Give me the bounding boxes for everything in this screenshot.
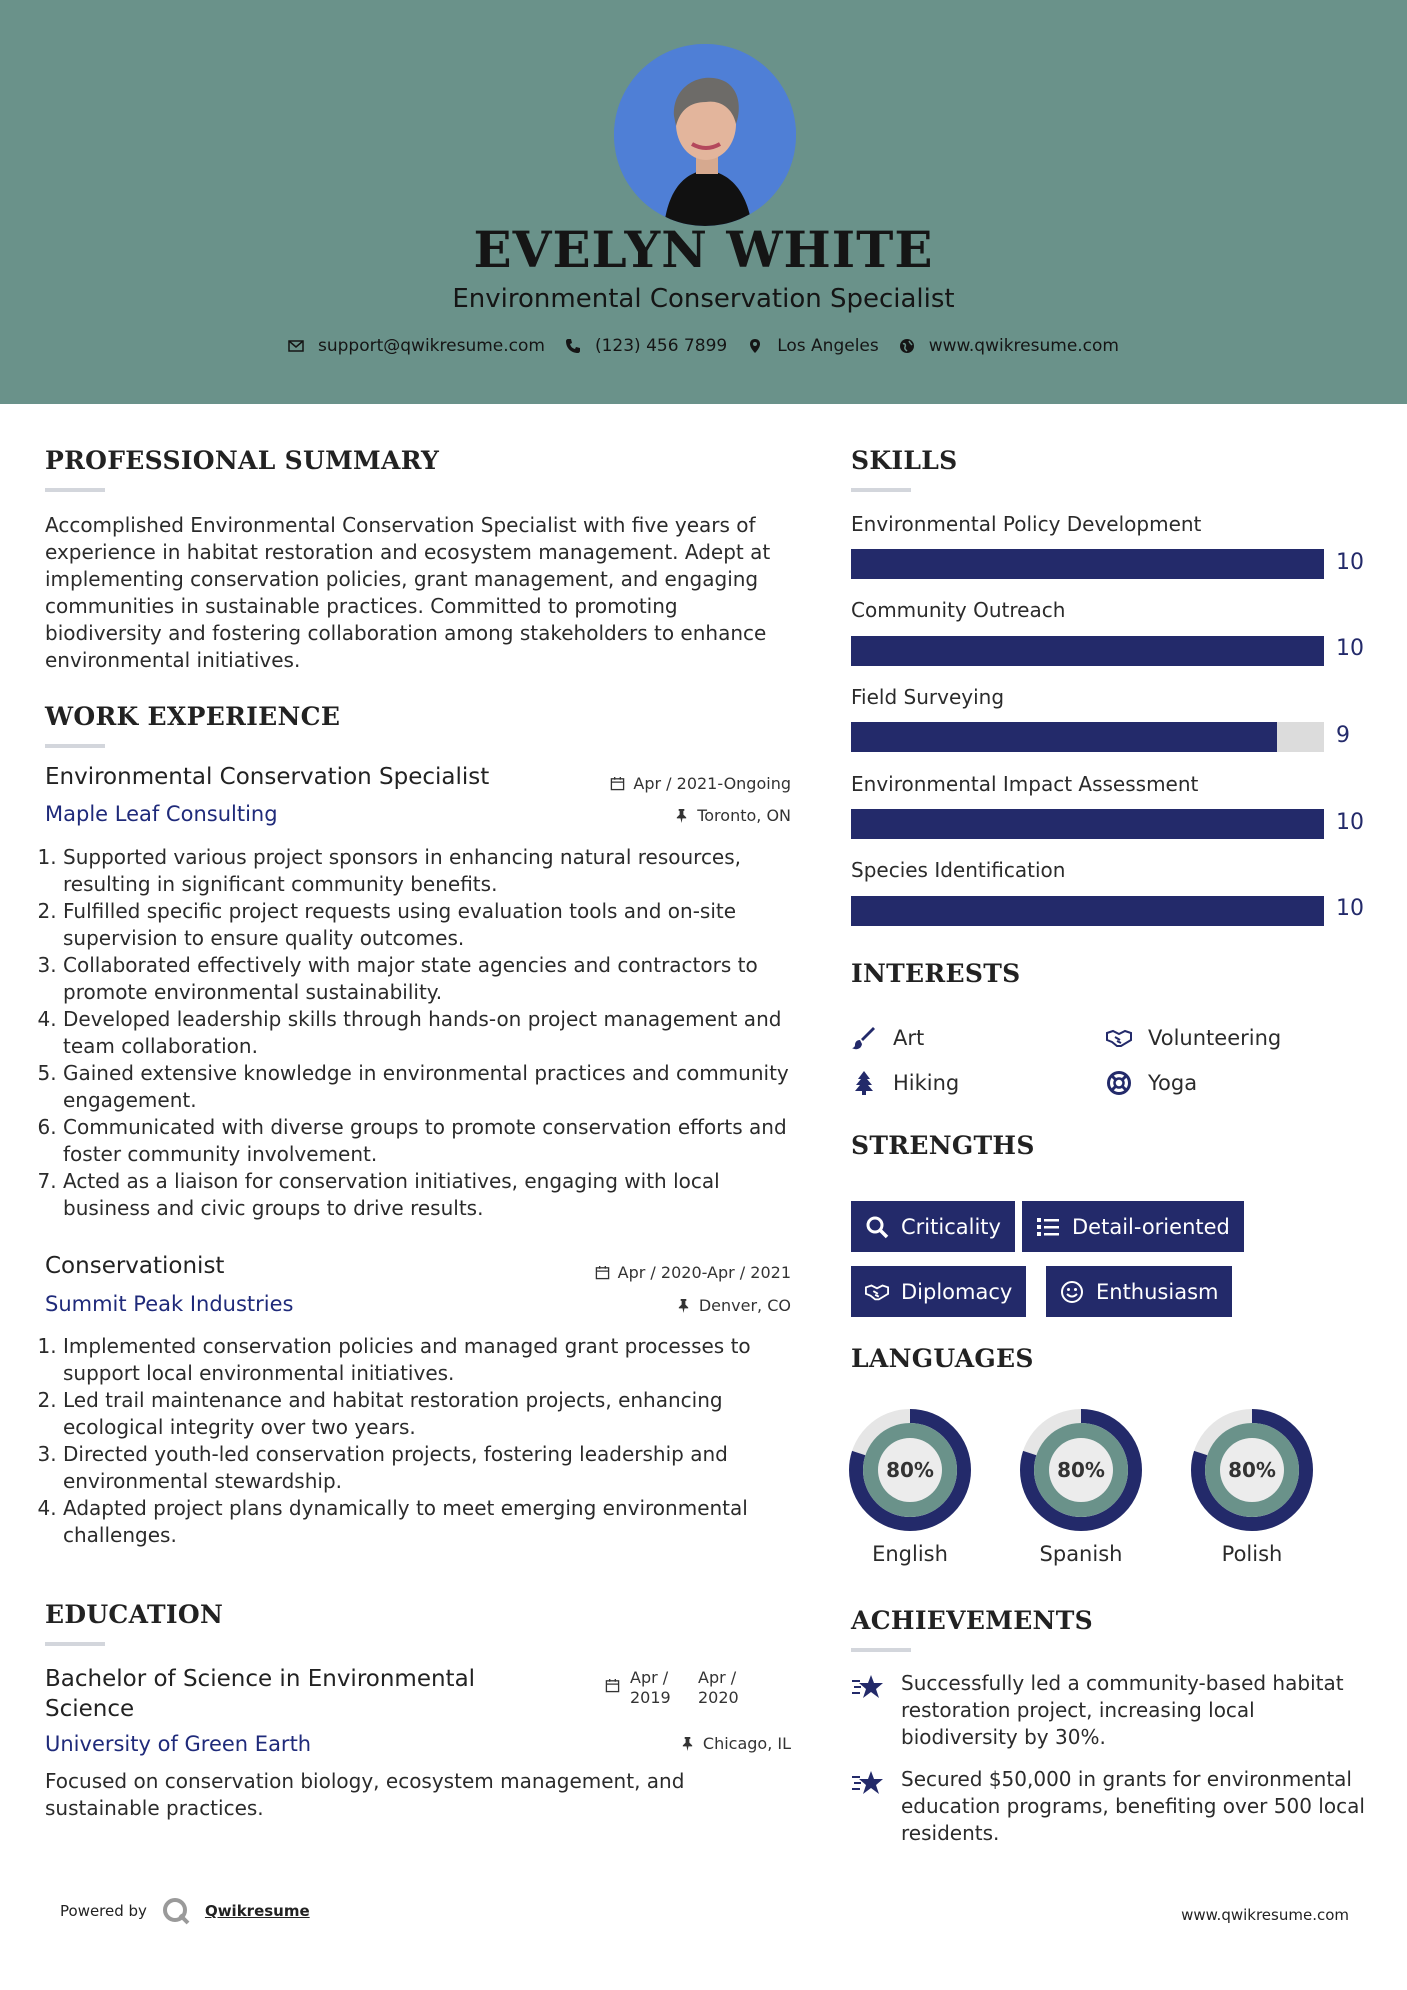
job-bullets: [45, 1333, 795, 1549]
job-title: Conservationist: [45, 1253, 225, 1279]
strength-label: Detail-oriented: [1072, 1214, 1230, 1239]
language-ring: [1019, 1408, 1143, 1532]
interest-label: Hiking: [893, 1071, 960, 1095]
skill-value: 10: [1336, 636, 1364, 661]
skill-name: Community Outreach: [851, 598, 1066, 622]
star-icon: [851, 1672, 885, 1702]
candidate-name: EVELYN WHITE: [473, 220, 934, 279]
job-dates-text: Apr / 2021-Ongoing: [633, 774, 791, 793]
job-dates: [560, 1263, 791, 1282]
interest-item: [851, 1025, 924, 1051]
achievement-item: [851, 1670, 1371, 1751]
education-start: Apr / 2019: [630, 1668, 671, 1707]
calendar-icon: [610, 776, 625, 791]
skill-bar-fill: [851, 809, 1324, 839]
interest-item: [1106, 1070, 1197, 1096]
language-item: [1190, 1408, 1314, 1566]
handshake-icon: [1106, 1025, 1132, 1051]
interest-label: Art: [893, 1026, 925, 1050]
education-description: Focused on conservation biology, ecosystem management, and sustainable practices.: [45, 1769, 685, 1820]
degree-title: Bachelor of Science in Environmental Science: [45, 1666, 476, 1722]
job-dates: [560, 774, 791, 793]
pushpin-icon: [676, 1298, 691, 1313]
skill-name: Environmental Impact Assessment: [851, 772, 1199, 796]
job-location-text: Toronto, ON: [697, 806, 791, 825]
skills-heading: SKILLS: [851, 446, 958, 475]
star-icon: [851, 1768, 885, 1798]
achievements-heading: ACHIEVEMENTS: [851, 1606, 1093, 1635]
interest-item: [851, 1070, 959, 1096]
interest-item: [1106, 1025, 1281, 1051]
experience-heading: WORK EXPERIENCE: [45, 702, 341, 731]
skill-bar-fill: [851, 722, 1277, 752]
language-percent: 80%: [1057, 1458, 1105, 1482]
job-title: Environmental Conservation Specialist: [45, 764, 490, 790]
footer-website[interactable]: www.qwikresume.com: [1181, 1906, 1349, 1924]
achievement-text: Successfully led a community-based habitat restoration project, increasing local biodiversity by 30%.: [901, 1671, 1344, 1749]
avatar: [614, 44, 796, 226]
calendar-icon: [605, 1678, 620, 1693]
languages-heading: LANGUAGES: [851, 1344, 1034, 1373]
contact-bar: [0, 336, 1407, 356]
skill-bar-fill: [851, 896, 1324, 926]
job-location: [560, 1296, 791, 1315]
calendar-icon: [595, 1265, 610, 1280]
language-item: [848, 1408, 972, 1566]
footer-powered: [60, 1896, 310, 1926]
language-ring: [1190, 1408, 1314, 1532]
education-location-text: Chicago, IL: [702, 1734, 791, 1753]
language-name: Spanish: [1039, 1542, 1123, 1566]
skill-bar-fill: [851, 636, 1324, 666]
list-item: 2. Fulfilled specific project requests using evaluation tools and on-site supervision to ensure quality outcomes.: [63, 898, 795, 952]
qwikresume-logo-icon: [161, 1896, 191, 1926]
achievement-text: Secured $50,000 in grants for environmental education programs, benefiting over 500 local residents.: [901, 1767, 1365, 1845]
section-divider: [45, 488, 105, 492]
skill-value: 10: [1336, 810, 1364, 835]
language-name: English: [872, 1542, 948, 1566]
education-location: [560, 1734, 791, 1753]
list-item: 4. Developed leadership skills through hands-on project management and team collaboration.: [63, 1006, 795, 1060]
email-text: support@qwikresume.com: [318, 336, 545, 356]
strength-label: Enthusiasm: [1096, 1279, 1219, 1304]
job-location: [560, 806, 791, 825]
map-pin-icon: [747, 338, 763, 354]
language-percent: 80%: [886, 1458, 934, 1482]
phone-icon: [565, 338, 581, 354]
envelope-icon: [288, 338, 304, 354]
strength-label: Criticality: [901, 1214, 1001, 1239]
list-item: 3. Directed youth-led conservation projects, fostering leadership and environmental stewardship.: [63, 1441, 795, 1495]
strengths-heading: STRENGTHS: [851, 1131, 1035, 1160]
skill-value: 10: [1336, 550, 1364, 575]
skill-bar: [851, 722, 1324, 752]
skill-bar-fill: [851, 549, 1324, 579]
list-item: 1. Supported various project sponsors in enhancing natural resources, resulting in significant community benefits.: [63, 844, 795, 898]
contact-website[interactable]: [899, 336, 1119, 356]
section-divider: [45, 1642, 105, 1646]
pushpin-icon: [674, 808, 689, 823]
portrait-image: [614, 44, 796, 226]
skill-value: 10: [1336, 896, 1364, 921]
job-dates-text: Apr / 2020-Apr / 2021: [617, 1263, 791, 1282]
job-location-text: Denver, CO: [698, 1296, 791, 1315]
skill-name: Field Surveying: [851, 685, 1005, 709]
interest-label: Volunteering: [1148, 1026, 1282, 1050]
school-name: University of Green Earth: [45, 1732, 312, 1756]
skill-name: Environmental Policy Development: [851, 512, 1202, 536]
skill-bar: [851, 896, 1324, 926]
strength-tag: [1022, 1201, 1244, 1252]
candidate-title: Environmental Conservation Specialist: [452, 284, 955, 314]
list-item: 1. Implemented conservation policies and managed grant processes to support local environmental initiatives.: [63, 1333, 795, 1387]
summary-text: Accomplished Environmental Conservation Specialist with five years of experience in habitat restoration and ecosystem management. Adept at implementing conservation policies, grant management, and engaging communities in sustainable practices. Committed to promoting biodiversity and fostering collaboration among stakeholders to enhance environmental initiatives.: [45, 513, 771, 672]
brand-link[interactable]: Qwikresume: [204, 1902, 310, 1920]
language-percent: 80%: [1228, 1458, 1276, 1482]
handshake-icon: [865, 1280, 889, 1304]
skill-bar: [851, 636, 1324, 666]
header: [0, 0, 1407, 404]
list-item: 7. Acted as a liaison for conservation initiatives, engaging with local business and civic groups to drive results.: [63, 1168, 795, 1222]
language-ring: [848, 1408, 972, 1532]
skill-bar: [851, 809, 1324, 839]
list-item: 3. Collaborated effectively with major state agencies and contractors to promote environmental sustainability.: [63, 952, 795, 1006]
phone-text: (123) 456 7899: [594, 336, 728, 356]
education-heading: EDUCATION: [45, 1600, 224, 1629]
search-icon: [865, 1215, 889, 1239]
list-item: 5. Gained extensive knowledge in environmental practices and community engagement.: [63, 1060, 795, 1114]
education-dates: [605, 1668, 756, 1708]
section-divider: [851, 488, 911, 492]
pushpin-icon: [680, 1736, 695, 1751]
company-name: Maple Leaf Consulting: [45, 802, 278, 826]
website-text: www.qwikresume.com: [928, 336, 1119, 356]
job-bullets: [45, 844, 795, 1222]
contact-location: [747, 336, 879, 356]
strength-tag: [1046, 1266, 1232, 1317]
skill-name: Species Identification: [851, 858, 1066, 882]
contact-email[interactable]: [288, 336, 545, 356]
location-text: Los Angeles: [777, 336, 879, 356]
smile-icon: [1060, 1280, 1084, 1304]
strength-label: Diplomacy: [901, 1279, 1013, 1304]
list-icon: [1036, 1215, 1060, 1239]
language-name: Polish: [1221, 1542, 1283, 1566]
tree-icon: [851, 1070, 877, 1096]
skill-value: 9: [1336, 723, 1350, 748]
summary-heading: PROFESSIONAL SUMMARY: [45, 446, 440, 475]
list-item: 6. Communicated with diverse groups to promote conservation efforts and foster community involvement.: [63, 1114, 795, 1168]
contact-phone[interactable]: [565, 336, 727, 356]
section-divider: [851, 1648, 911, 1652]
interests-heading: INTERESTS: [851, 959, 1021, 988]
list-item: 2. Led trail maintenance and habitat restoration projects, enhancing ecological integrity over two years.: [63, 1387, 795, 1441]
company-name: Summit Peak Industries: [45, 1292, 294, 1316]
interest-label: Yoga: [1148, 1071, 1198, 1095]
powered-by-text: Powered by: [60, 1902, 147, 1920]
achievement-item: [851, 1766, 1371, 1847]
section-divider: [45, 744, 105, 748]
strength-tag: [851, 1266, 1026, 1317]
strength-tag: [851, 1201, 1015, 1252]
language-item: [1019, 1408, 1143, 1566]
education-end: Apr / 2020: [698, 1668, 739, 1707]
skill-bar: [851, 549, 1324, 579]
lifebuoy-icon: [1106, 1070, 1132, 1096]
paintbrush-icon: [851, 1025, 877, 1051]
list-item: 4. Adapted project plans dynamically to meet emerging environmental challenges.: [63, 1495, 795, 1549]
globe-icon: [899, 338, 915, 354]
